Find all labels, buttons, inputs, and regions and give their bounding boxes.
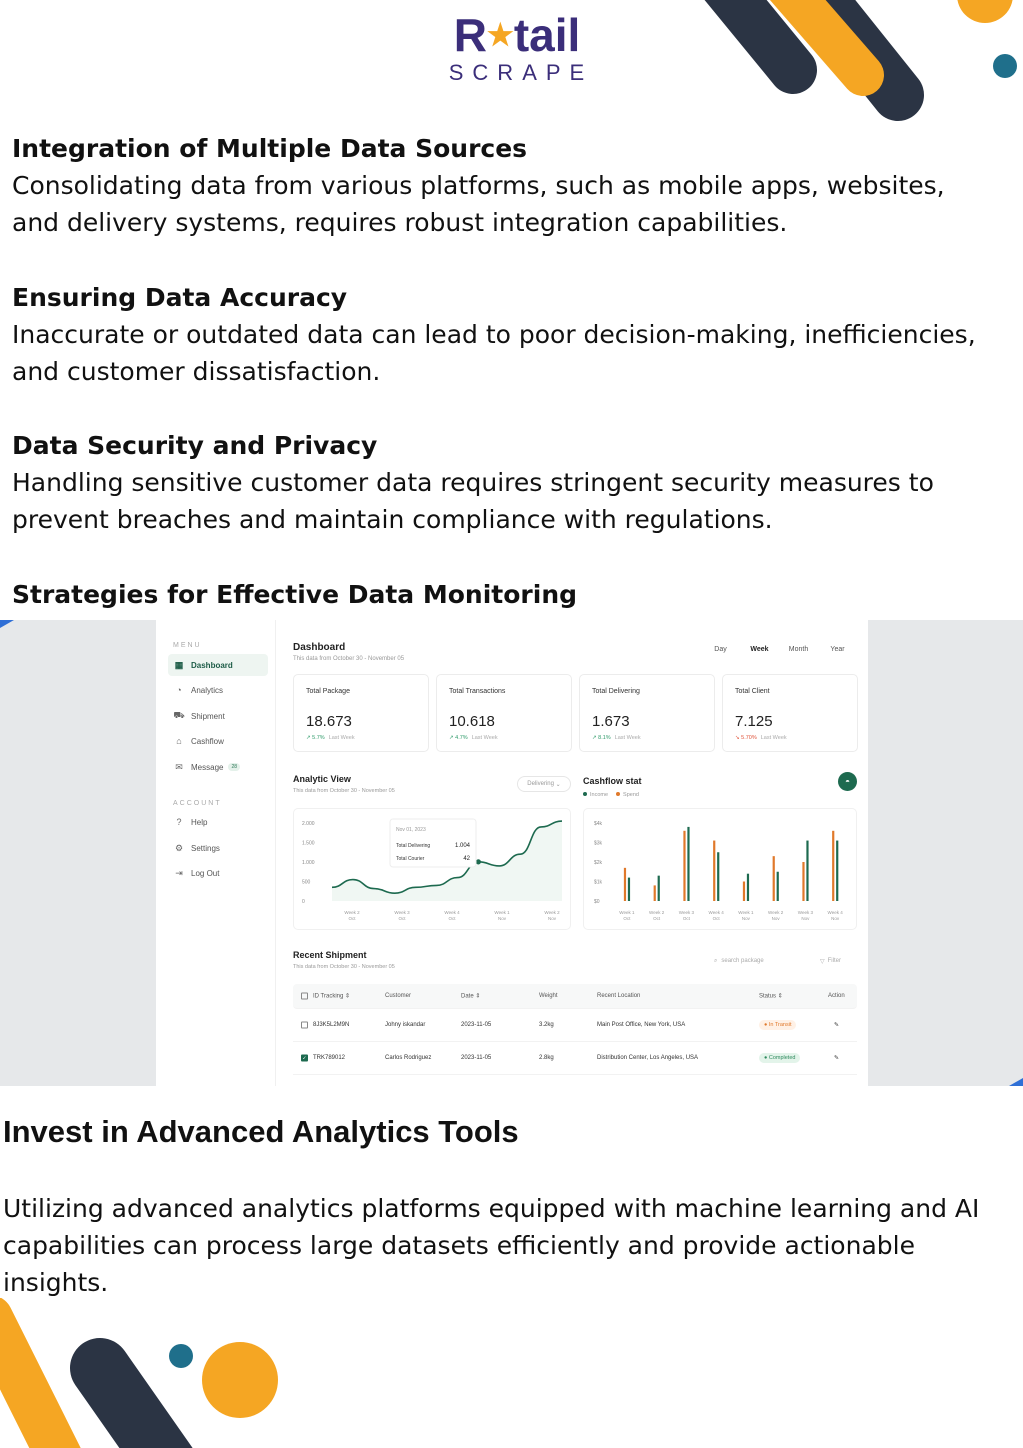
x-tick-label: Week 2 bbox=[544, 910, 560, 915]
logo-word-b: tail bbox=[513, 9, 581, 61]
legend-spend bbox=[616, 792, 639, 798]
x-tick-label: Week 3 bbox=[797, 910, 813, 915]
tracking-id: 8J3K5L2M9N bbox=[313, 1022, 350, 1028]
stat-change-value: 4.7% bbox=[455, 735, 468, 741]
sidebar bbox=[156, 620, 276, 1086]
invest-line: insights. bbox=[3, 1268, 109, 1297]
x-tick-label: Oct bbox=[348, 916, 356, 921]
logo-star-icon: ★ bbox=[486, 19, 514, 52]
section-accuracy bbox=[12, 279, 1002, 390]
invest-paragraph bbox=[3, 1190, 1013, 1301]
x-tick-label: Week 1 bbox=[619, 910, 635, 915]
decorative-stripes-top-right bbox=[683, 0, 1023, 140]
y-tick-label: 0 bbox=[302, 899, 305, 905]
bar-spend bbox=[654, 885, 656, 901]
y-tick-label: 1.500 bbox=[302, 840, 315, 847]
x-tick-label: Oct bbox=[398, 916, 406, 921]
table-row bbox=[293, 1009, 857, 1042]
sidebar-item-cashflow[interactable] bbox=[168, 730, 268, 752]
stat-card-total-delivering bbox=[579, 674, 715, 752]
status-label: In Transit bbox=[768, 1022, 792, 1028]
delivering-dropdown[interactable] bbox=[517, 776, 571, 792]
sort-icon: ⇕ bbox=[475, 993, 481, 1000]
tab-month[interactable]: Month bbox=[788, 646, 809, 653]
x-tick-label: Week 1 bbox=[494, 910, 510, 915]
invest-heading: Invest in Advanced Analytics Tools bbox=[3, 1114, 519, 1149]
table-header bbox=[293, 984, 857, 1009]
section-body-line: Consolidating data from various platforms, such as mobile apps, websites, bbox=[12, 171, 945, 200]
stat-change-value: 5.7% bbox=[312, 735, 325, 741]
y-tick-label: $0 bbox=[594, 899, 600, 905]
sidebar-item-label: Cashflow bbox=[191, 736, 224, 746]
tab-week[interactable]: Week bbox=[750, 646, 769, 653]
tooltip-label: Total Delivering bbox=[396, 843, 431, 849]
y-tick-label: 1.000 bbox=[302, 860, 315, 866]
x-tick-label: Week 2 bbox=[649, 910, 665, 915]
stat-card-total-package bbox=[293, 674, 429, 752]
row-checkbox-checked[interactable]: ✓ bbox=[302, 1055, 307, 1062]
x-tick-label: Nov bbox=[741, 916, 750, 921]
search-icon: ⌕ bbox=[714, 957, 718, 964]
sidebar-item-settings[interactable] bbox=[168, 837, 268, 859]
cashflow-bar-chart bbox=[583, 808, 857, 930]
x-tick-label: Week 4 bbox=[444, 910, 460, 915]
status-badge: ● In Transit bbox=[759, 1020, 796, 1030]
retailscrape-logo bbox=[432, 10, 602, 90]
stat-label: Total Delivering bbox=[592, 688, 640, 695]
row-checkbox[interactable] bbox=[301, 1022, 308, 1029]
stat-change: ↘ 5.70% Last Week bbox=[735, 735, 787, 741]
dropdown-value: Delivering bbox=[527, 781, 554, 787]
stat-change: ↗ 5.7% Last Week bbox=[306, 735, 355, 741]
y-tick-label: $3k bbox=[594, 840, 603, 847]
range-tabs bbox=[701, 646, 857, 653]
x-tick-label: Oct bbox=[623, 916, 631, 921]
section-body-line: prevent breaches and maintain compliance with regulations. bbox=[12, 505, 773, 534]
bar-income bbox=[777, 872, 779, 901]
bar-income bbox=[836, 841, 838, 901]
x-tick-label: Nov bbox=[547, 916, 557, 921]
sort-icon: ⇕ bbox=[345, 993, 351, 1000]
bar-income bbox=[658, 876, 660, 901]
stat-label: Total Client bbox=[735, 688, 770, 695]
stat-card-total-client bbox=[722, 674, 858, 752]
legend-label: Income bbox=[590, 792, 609, 798]
y-tick-label: $4k bbox=[594, 821, 603, 827]
sidebar-item-dashboard[interactable] bbox=[168, 654, 268, 676]
bar-spend bbox=[713, 841, 715, 901]
sidebar-item-logout[interactable] bbox=[168, 862, 268, 884]
x-tick-label: Week 2 bbox=[344, 910, 360, 915]
x-tick-label: Oct bbox=[448, 916, 456, 921]
section-body-line: Inaccurate or outdated data can lead to poor decision-making, inefficiencies, bbox=[12, 320, 976, 349]
recent-location: Distribution Center, Los Angeles, USA bbox=[597, 1055, 699, 1061]
y-tick-label: $2k bbox=[594, 860, 603, 866]
account-label: ACCOUNT bbox=[173, 800, 222, 807]
bar-spend bbox=[773, 856, 775, 901]
sidebar-item-label: Settings bbox=[191, 843, 220, 853]
recent-shipment-title: Recent Shipment bbox=[293, 950, 367, 960]
section-heading: Strategies for Effective Data Monitoring bbox=[12, 580, 578, 609]
corner-accent bbox=[0, 620, 14, 628]
date: 2023-11-05 bbox=[461, 1055, 492, 1061]
search-placeholder: search package bbox=[721, 958, 764, 964]
section-body-line: Handling sensitive customer data requires stringent security measures to bbox=[12, 468, 934, 497]
section-security bbox=[12, 427, 1002, 538]
stat-value: 18.673 bbox=[306, 713, 352, 730]
stat-change-note: Last Week bbox=[760, 735, 787, 741]
column-label: Status bbox=[759, 993, 777, 1000]
analytic-line-chart bbox=[293, 808, 571, 930]
table-row bbox=[293, 1042, 857, 1075]
bar-income bbox=[687, 827, 689, 901]
column-header: Weight bbox=[539, 993, 558, 999]
tooltip-date: Nov 01, 2023 bbox=[396, 827, 426, 833]
x-tick-label: Week 4 bbox=[827, 910, 843, 915]
column-header[interactable] bbox=[759, 993, 783, 1000]
x-tick-label: Week 3 bbox=[678, 910, 694, 915]
dashboard-subtitle: This data from October 30 - November 05 bbox=[293, 656, 405, 662]
help-icon: ? bbox=[176, 817, 182, 827]
legend-label: Spend bbox=[623, 792, 639, 798]
dashboard bbox=[156, 620, 868, 1086]
sidebar-item-analytics[interactable] bbox=[168, 679, 268, 701]
column-label: ID Tracking bbox=[313, 993, 344, 1000]
mail-icon: ✉ bbox=[175, 761, 183, 772]
bar-spend bbox=[802, 862, 804, 901]
customer: Carlos Rodriguez bbox=[385, 1055, 432, 1061]
stat-change-note: Last Week bbox=[471, 735, 498, 741]
sidebar-item-label: Analytics bbox=[191, 685, 224, 695]
bar-spend bbox=[683, 831, 685, 901]
stat-change-value: 5.70% bbox=[741, 735, 757, 741]
recent-location: Main Post Office, New York, USA bbox=[597, 1022, 686, 1028]
x-tick-label: Nov bbox=[831, 916, 840, 921]
legend-swatch bbox=[583, 792, 587, 796]
logo-subtitle: SCRAPE bbox=[448, 60, 594, 85]
x-tick-label: Oct bbox=[653, 916, 661, 921]
stat-label: Total Package bbox=[306, 688, 350, 695]
cashflow-legend bbox=[583, 792, 639, 798]
weight: 2.8kg bbox=[539, 1055, 554, 1061]
stat-label: Total Transactions bbox=[449, 688, 506, 695]
stat-card-total-transactions bbox=[436, 674, 572, 752]
date: 2023-11-05 bbox=[461, 1022, 492, 1028]
analytic-view-title: Analytic View bbox=[293, 774, 351, 784]
stat-value: 10.618 bbox=[449, 713, 495, 730]
grid-icon: ▦ bbox=[174, 659, 184, 670]
y-tick-label: 2.000 bbox=[302, 821, 315, 827]
x-tick-label: Week 1 bbox=[738, 910, 754, 915]
invest-line: capabilities can process large datasets efficiently and provide actionable bbox=[3, 1231, 915, 1260]
corner-accent bbox=[1009, 1078, 1023, 1086]
y-tick-label: $1k bbox=[594, 879, 603, 886]
tooltip-value: 1.004 bbox=[454, 843, 470, 849]
x-tick-label: Nov bbox=[801, 916, 810, 921]
column-header: Customer bbox=[385, 993, 412, 999]
sidebar-item-label: Shipment bbox=[191, 711, 225, 721]
edit-icon[interactable]: ✎ bbox=[834, 1055, 840, 1062]
column-header: Recent Location bbox=[597, 993, 641, 999]
tab-day[interactable]: Day bbox=[714, 646, 727, 653]
dashboard-screenshot bbox=[0, 620, 1023, 1086]
bar-spend bbox=[743, 882, 745, 902]
x-tick-label: Oct bbox=[682, 916, 690, 921]
sidebar-item-label: Help bbox=[191, 817, 208, 827]
stat-change-value: 8.1% bbox=[598, 735, 611, 741]
sidebar-item-shipment[interactable] bbox=[168, 705, 268, 727]
tooltip-label: Total Courier bbox=[396, 856, 425, 862]
bar-income bbox=[628, 878, 630, 901]
edit-icon[interactable]: ✎ bbox=[834, 1022, 840, 1029]
logo-word-a: R bbox=[453, 9, 487, 61]
search-input[interactable] bbox=[714, 954, 809, 968]
x-tick-label: Week 2 bbox=[768, 910, 784, 915]
section-heading: Data Security and Privacy bbox=[12, 431, 378, 460]
sidebar-item-label: Log Out bbox=[191, 868, 220, 878]
customer: Johny iskandar bbox=[385, 1022, 426, 1028]
logout-icon: ⇥ bbox=[175, 867, 183, 878]
weight: 3.2kg bbox=[539, 1022, 554, 1028]
y-tick-label: 500 bbox=[302, 879, 311, 886]
shipment-table bbox=[293, 984, 857, 1075]
section-body-line: and customer dissatisfaction. bbox=[12, 357, 381, 386]
bank-icon: ⌂ bbox=[176, 736, 182, 746]
cashflow-title: Cashflow stat bbox=[583, 776, 642, 786]
column-label: Date bbox=[461, 993, 474, 1000]
legend-income bbox=[583, 792, 608, 798]
section-heading: Integration of Multiple Data Sources bbox=[12, 134, 528, 163]
status-badge: ● Completed bbox=[759, 1053, 800, 1063]
x-tick-label: Nov bbox=[771, 916, 780, 921]
column-header: Action bbox=[828, 993, 845, 999]
section-integration bbox=[12, 130, 1002, 241]
status-label: Completed bbox=[768, 1055, 796, 1061]
x-tick-label: Nov bbox=[497, 916, 507, 921]
stat-value: 1.673 bbox=[592, 713, 630, 730]
x-tick-label: Week 3 bbox=[394, 910, 410, 915]
legend-swatch bbox=[616, 792, 620, 796]
message-count-badge: 28 bbox=[228, 763, 240, 771]
stat-change: ↗ 8.1% Last Week bbox=[592, 735, 641, 741]
tooltip-value: 42 bbox=[463, 856, 470, 862]
tab-year[interactable]: Year bbox=[830, 646, 845, 653]
truck-icon: ⛟ bbox=[173, 710, 185, 720]
bar-income bbox=[806, 841, 808, 901]
decorative-stripes-bottom-left bbox=[0, 1298, 300, 1448]
section-heading: Ensuring Data Accuracy bbox=[12, 283, 348, 312]
column-header[interactable] bbox=[313, 993, 350, 1000]
tracking-id: TRK789012 bbox=[313, 1055, 346, 1061]
wallet-icon: ◓ bbox=[845, 777, 850, 786]
bar-spend bbox=[832, 831, 834, 901]
sort-icon: ⇕ bbox=[777, 993, 783, 1000]
sidebar-item-message[interactable] bbox=[168, 756, 268, 778]
section-body-line: and delivery systems, requires robust integration capabilities. bbox=[12, 208, 788, 237]
wallet-button[interactable] bbox=[838, 772, 857, 791]
analytic-view-subtitle: This data from October 30 - November 05 bbox=[293, 788, 395, 794]
chevron-down-icon: ⌄ bbox=[555, 781, 561, 788]
sidebar-item-help[interactable] bbox=[168, 811, 268, 833]
stat-change-note: Last Week bbox=[614, 735, 641, 741]
highlight-point bbox=[476, 859, 481, 864]
section-strategies bbox=[12, 576, 1002, 613]
x-tick-label: Oct bbox=[712, 916, 720, 921]
dashboard-title: Dashboard bbox=[293, 642, 346, 653]
bar-income bbox=[747, 874, 749, 901]
menu-label: MENU bbox=[173, 642, 202, 649]
gear-icon: ⚙ bbox=[174, 842, 184, 853]
stat-value: 7.125 bbox=[735, 713, 773, 730]
bar-spend bbox=[624, 868, 626, 901]
stat-change: ↗ 4.7% Last Week bbox=[449, 735, 498, 741]
column-header[interactable] bbox=[461, 993, 480, 1000]
select-all-checkbox[interactable] bbox=[301, 993, 308, 1000]
filter-icon: ▽ bbox=[820, 958, 825, 965]
x-tick-label: Week 4 bbox=[708, 910, 724, 915]
pie-icon: ◔ bbox=[176, 685, 182, 695]
bar-income bbox=[717, 852, 719, 901]
sidebar-item-label: Message bbox=[191, 762, 224, 772]
filter-label: Filter bbox=[827, 958, 841, 964]
stat-change-note: Last Week bbox=[328, 735, 355, 741]
filter-button[interactable] bbox=[820, 954, 856, 968]
sidebar-item-label: Dashboard bbox=[191, 660, 233, 670]
recent-shipment-subtitle: This data from October 30 - November 05 bbox=[293, 964, 395, 970]
invest-line: Utilizing advanced analytics platforms equipped with machine learning and AI bbox=[3, 1194, 980, 1223]
